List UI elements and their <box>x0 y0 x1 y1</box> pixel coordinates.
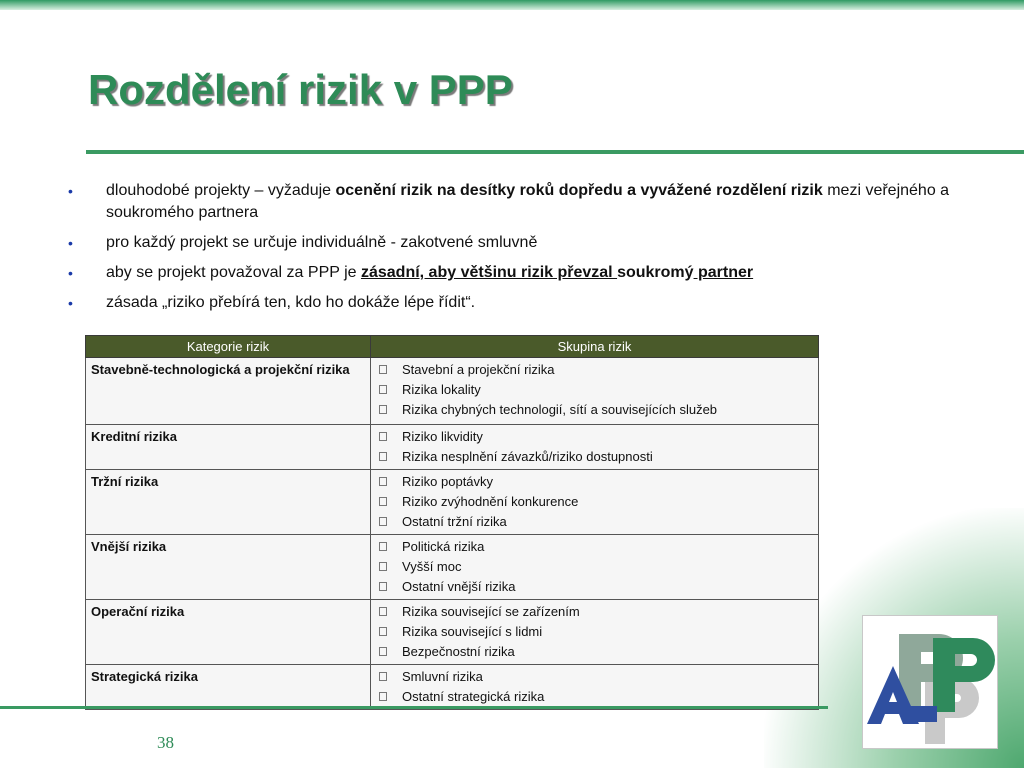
table-row <box>86 358 819 425</box>
header-category: Kategorie rizik <box>86 336 371 358</box>
bullet-item: • dlouhodobé projekty – vyžaduje ocenění rizik na desítky roků dopředu a vyvážené rozdělení rizik mezi veřejného a soukromého partnera <box>68 182 950 221</box>
bullet-icon: • <box>68 183 73 199</box>
ppp-logo-icon <box>863 616 997 748</box>
checkbox-icon <box>379 582 387 591</box>
bullet-icon: • <box>68 235 73 251</box>
risk-category: Operační rizika <box>86 600 371 665</box>
risk-group <box>371 358 819 425</box>
risk-table <box>85 335 819 710</box>
list-item: Rizika související s lidmi <box>379 622 813 642</box>
checkbox-icon <box>379 692 387 701</box>
checkbox-icon <box>379 432 387 441</box>
risk-group <box>371 425 819 470</box>
table-row <box>86 425 819 470</box>
risk-group <box>371 600 819 665</box>
table-row <box>86 470 819 535</box>
list-item: Riziko likvidity <box>379 427 813 447</box>
checkbox-icon <box>379 365 387 374</box>
risk-category: Tržní rizika <box>86 470 371 535</box>
risk-category: Stavebně-technologická a projekční rizika <box>86 358 371 425</box>
bullet-list <box>60 180 960 322</box>
list-item: Ostatní strategická rizika <box>379 687 813 707</box>
ppp-logo <box>862 615 998 749</box>
top-band <box>0 0 1024 10</box>
checkbox-icon <box>379 627 387 636</box>
checkbox-icon <box>379 385 387 394</box>
list-item: Ostatní tržní rizika <box>379 512 813 532</box>
slide-title: Rozdělení rizik v PPP <box>88 66 513 113</box>
footer-divider <box>0 706 828 709</box>
table-row <box>86 665 819 710</box>
checkbox-icon <box>379 405 387 414</box>
list-item: Rizika lokality <box>379 380 813 400</box>
list-item: Rizika související se zařízením <box>379 602 813 622</box>
risk-group <box>371 665 819 710</box>
checkbox-icon <box>379 452 387 461</box>
checkbox-icon <box>379 607 387 616</box>
bullet-item: • pro každý projekt se určuje individuálně - zakotvené smluvně <box>60 232 960 254</box>
risk-category: Kreditní rizika <box>86 425 371 470</box>
list-item: Ostatní vnější rizika <box>379 577 813 597</box>
list-item: Rizika chybných technologií, sítí a souvisejících služeb <box>379 400 813 420</box>
checkbox-icon <box>379 497 387 506</box>
title-divider <box>86 150 1024 154</box>
list-item: Bezpečnostní rizika <box>379 642 813 662</box>
list-item: Politická rizika <box>379 537 813 557</box>
checkbox-icon <box>379 647 387 656</box>
list-item: Rizika nesplnění závazků/riziko dostupnosti <box>379 447 813 467</box>
risk-category: Strategická rizika <box>86 665 371 710</box>
risk-group <box>371 535 819 600</box>
checkbox-icon <box>379 672 387 681</box>
list-item: Riziko zvýhodnění konkurence <box>379 492 813 512</box>
list-item: Riziko poptávky <box>379 472 813 492</box>
header-group: Skupina rizik <box>371 336 819 358</box>
bullet-item: • zásada „riziko přebírá ten, kdo ho dokáže lépe řídit“. <box>60 292 960 314</box>
bullet-item: • aby se projekt považoval za PPP je zásadní, aby většinu rizik převzal soukromý partner <box>60 262 960 284</box>
table-header-row <box>86 336 819 358</box>
table-row <box>86 600 819 665</box>
checkbox-icon <box>379 517 387 526</box>
risk-category: Vnější rizika <box>86 535 371 600</box>
list-item: Vyšší moc <box>379 557 813 577</box>
page-number: 38 <box>157 733 174 752</box>
risk-group <box>371 470 819 535</box>
list-item: Smluvní rizika <box>379 667 813 687</box>
checkbox-icon <box>379 477 387 486</box>
checkbox-icon <box>379 562 387 571</box>
bullet-icon: • <box>68 265 73 281</box>
bullet-icon: • <box>68 295 73 311</box>
table-row <box>86 535 819 600</box>
list-item: Stavební a projekční rizika <box>379 360 813 380</box>
checkbox-icon <box>379 542 387 551</box>
